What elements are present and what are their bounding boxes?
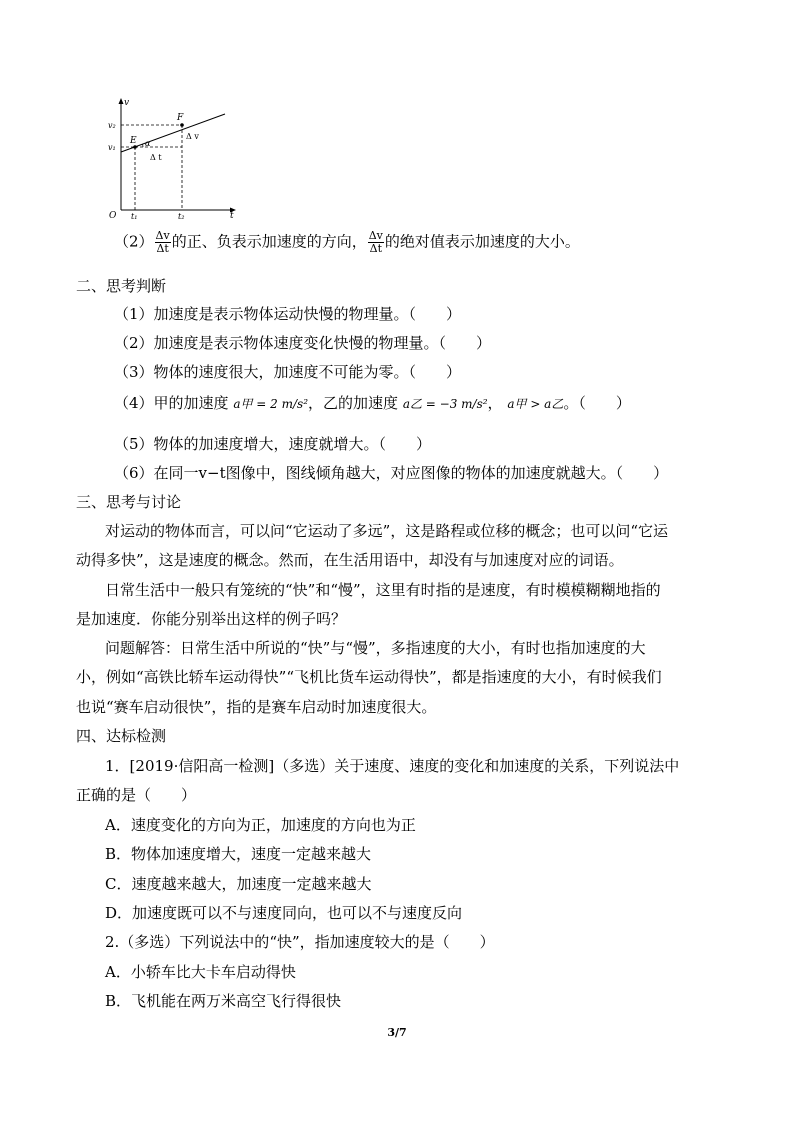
fraction-dv-dt-1: $\frac{\Delta v}{\Delta t}$ — [155, 229, 170, 255]
judge-item-6: （6）在同一v−t图像中，图线倾角越大，对应图像的物体的加速度就越大。（ ） — [114, 464, 669, 482]
v1-label: v₁ — [108, 143, 116, 152]
discussion-p2-line2: 是加速度．你能分别举出这样的例子吗？ — [76, 610, 347, 628]
axis-v-label: v — [124, 98, 130, 108]
point-f-dot — [180, 123, 184, 127]
alpha-arc — [143, 144, 144, 147]
math-compare: a甲 > a乙 — [507, 397, 564, 411]
question-2-option-a: A．小轿车比大卡车启动得快 — [105, 963, 296, 981]
v-axis-arrow — [119, 98, 124, 104]
answer-line3: 也说“赛车启动很快”，指的是赛车启动时加速度很大。 — [76, 698, 437, 716]
question-1-option-b: B．物体加速度增大，速度一定越来越大 — [105, 845, 372, 863]
judge-item-2: （2）加速度是表示物体速度变化快慢的物理量。（ ） — [114, 334, 492, 352]
alpha-label: α — [145, 139, 151, 148]
section-2-title: 二、思考判断 — [76, 277, 167, 295]
answer-line1: 问题解答：日常生活中所说的“快”与“慢”，多指速度的大小，有时也指加速度的大 — [105, 639, 646, 657]
question-1-line2: 正确的是（ ） — [76, 786, 197, 804]
axis-t-label: t — [230, 211, 234, 220]
vt-graph — [105, 95, 245, 220]
question-2: 2.（多选）下列说法中的“快”，指加速度较大的是（ ） — [105, 933, 495, 951]
fraction-dv-dt-2: $\frac{\Delta v}{\Delta t}$ — [368, 229, 383, 255]
fraction-statement: （2） $\frac{\Delta v}{\Delta t}$ 的正、负表示加速度的方向， $\frac{\Delta v}{\Delta t}$ 的绝对值表示加速度的大小。 — [114, 229, 580, 255]
delta-t-label: Δ t — [150, 153, 162, 162]
t2-label: t₂ — [178, 212, 185, 220]
page-number: 3/7 — [387, 1026, 407, 1039]
question-2-option-b: B．飞机能在两万米高空飞行得很快 — [105, 992, 342, 1010]
t1-label: t₁ — [131, 212, 138, 220]
question-1-line1: 1．[2019·信阳高一检测]（多选）关于速度、速度的变化和加速度的关系，下列说法中 — [105, 757, 680, 775]
discussion-p1-line1: 对运动的物体而言，可以问“它运动了多远”，这是路程或位移的概念；也可以问“它运 — [105, 522, 669, 540]
judge-item-1: （1）加速度是表示物体运动快慢的物理量。（ ） — [114, 305, 462, 323]
discussion-p1-line2: 动得多快”，这是速度的概念。然而，在生活用语中，却没有与加速度对应的词语。 — [76, 551, 624, 569]
answer-line2: 小，例如“高铁比轿车运动得快”“飞机比货车运动得快”，都是指速度的大小，有时候我们 — [76, 668, 662, 686]
judge-item-5: （5）物体的加速度增大，速度就增大。（ ） — [114, 435, 432, 453]
question-1-option-a: A．速度变化的方向为正，加速度的方向也为正 — [105, 816, 416, 834]
section-4-title: 四、达标检测 — [76, 727, 167, 745]
judge-item-4: （4）甲的加速度 a甲 = 2 m/s²，乙的加速度 a乙 = −3 m/s²， a甲 > a乙。（ ） — [114, 394, 631, 412]
delta-v-label: Δ v — [186, 132, 199, 141]
math-a-jia: a甲 = 2 m/s² — [233, 397, 309, 411]
origin-label: O — [109, 211, 117, 220]
math-a-yi: a乙 = −3 m/s² — [402, 397, 488, 411]
question-1-option-c: C．速度越来越大，加速度一定越来越大 — [105, 875, 372, 893]
point-f-label: F — [177, 113, 184, 123]
judge-item-3: （3）物体的速度很大，加速度不可能为零。（ ） — [114, 363, 462, 381]
section-3-title: 三、思考与讨论 — [76, 493, 182, 511]
point-e-label: E — [130, 136, 137, 146]
v2-label: v₂ — [108, 121, 116, 130]
question-1-option-d: D．加速度既可以不与速度同向，也可以不与速度反向 — [105, 904, 463, 922]
discussion-p2-line1: 日常生活中一般只有笼统的“快”和“慢”，这里有时指的是速度，有时模模糊糊地指的 — [105, 581, 661, 599]
